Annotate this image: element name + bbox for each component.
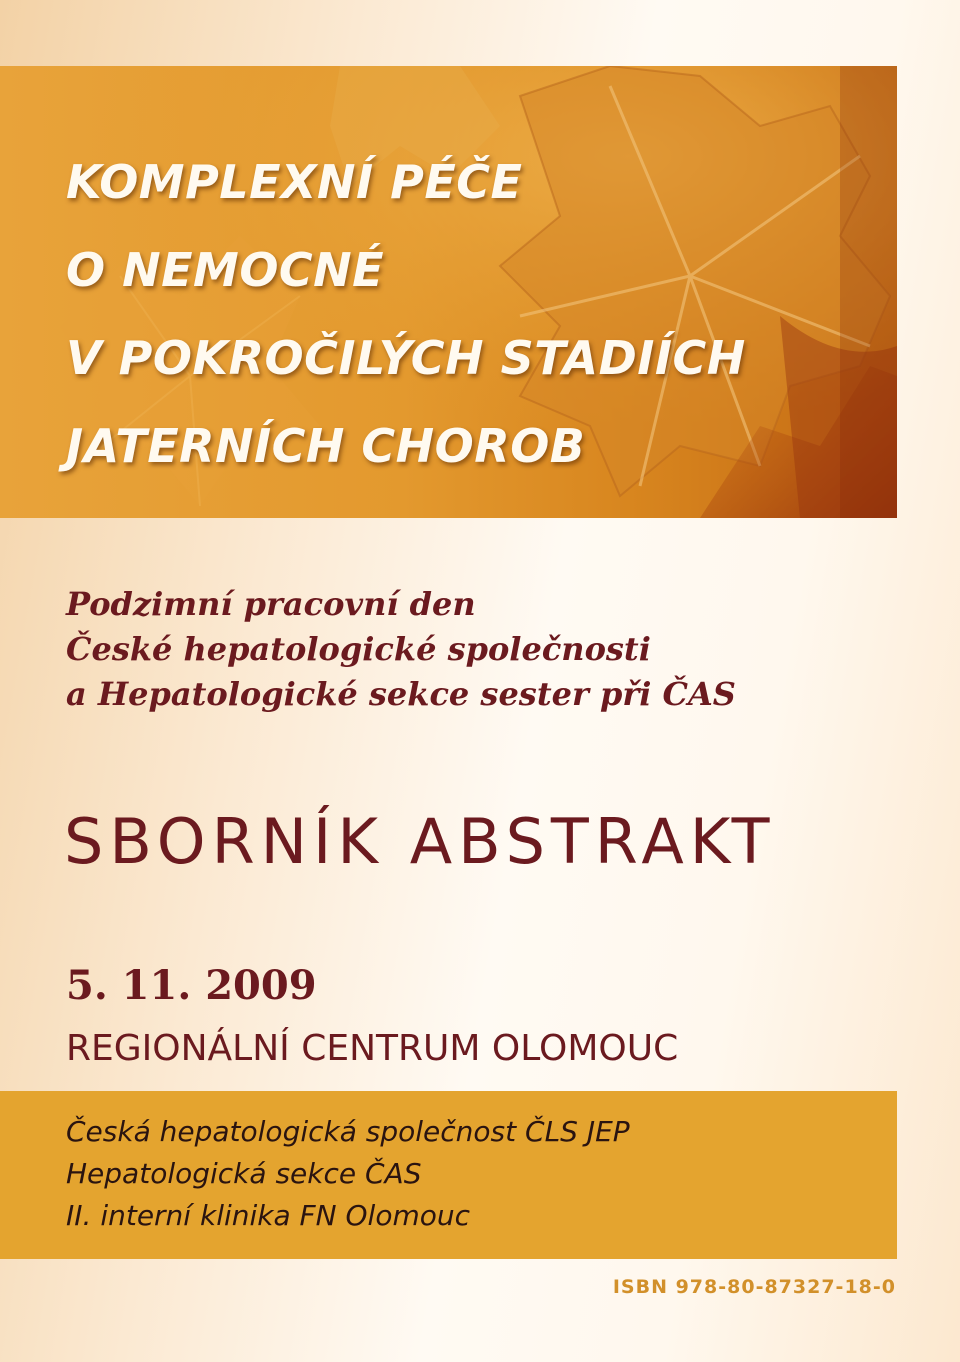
title-line: V POKROČILÝCH STADIÍCH [66,331,746,385]
event-date: 5. 11. 2009 [66,962,317,1009]
organizer-item: Hepatologická sekce ČAS [66,1157,422,1190]
collection-label: SBORNÍK ABSTRAKT [64,805,776,878]
organizers-list [66,1111,630,1237]
subtitle-line: a Hepatologické sekce sester při ČAS [66,675,736,713]
organizer-item: II. interní klinika FN Olomouc [66,1199,471,1232]
title-line: KOMPLEXNÍ PÉČE [66,155,523,209]
event-venue: REGIONÁLNÍ CENTRUM OLOMOUC [66,1028,679,1069]
document-title [66,138,746,490]
title-line: O NEMOCNÉ [66,243,385,297]
organizer-item: Česká hepatologická společnost ČLS JEP [66,1115,630,1148]
subtitle-line: Podzimní pracovní den [66,585,476,623]
subtitle-line: České hepatologické společnosti [66,630,651,668]
event-subtitle [66,582,736,717]
isbn-number: ISBN 978-80-87327-18-0 [612,1276,896,1298]
title-line: JATERNÍCH CHOROB [66,419,586,473]
